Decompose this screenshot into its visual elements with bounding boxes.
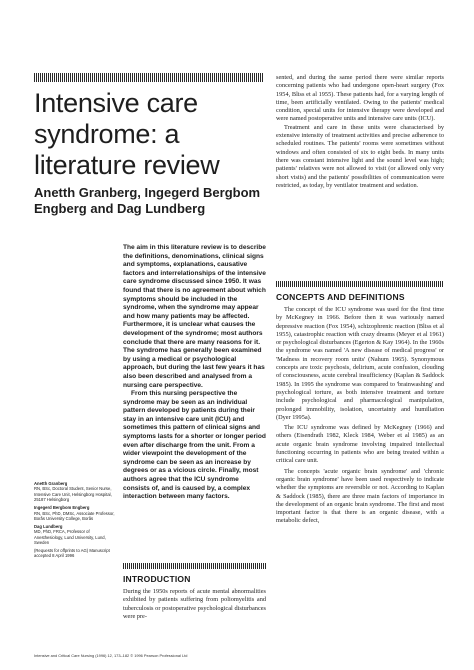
affiliation-name: Dag Lundberg bbox=[34, 523, 63, 529]
concepts-body bbox=[276, 306, 444, 526]
abstract-paragraph-1: The aim in this literature review is to describe the definitions, denominations, clinical signs and symptoms, explanations, causative factors and interrelationships of the intensive care syndrome discussed since 1950. It was found that there is no agreement about which symptoms should be included in the syndrome, when the syndrome may appear and how many patients may be affected. Furthermore, it is unclear what causes the development of the syndrome; most authors conclude that there are many reasons for it. The syndrome has generally been examined by using a medical or psychological approach, but during the last few years it has also been described and analysed from a nursing care perspective. bbox=[123, 244, 266, 389]
affiliation-name: Ingegerd Bergbom Engberg bbox=[34, 505, 90, 511]
affiliation-2 bbox=[34, 505, 116, 521]
introduction-rule bbox=[123, 563, 266, 569]
affiliation-note bbox=[34, 548, 116, 559]
affiliation-details: (Requests for offprints to AG) Manuscript accepted 8 April 1996 bbox=[34, 547, 110, 559]
history-paragraph-1: sented, and during the same period there were similar reports concerning patients who had undergone open-heart surgery (Fox 1954, Bliss et al 1955). These patients had, for a varying length of time, been artificially ventilated. Owing to the patients' medical condition, special units for intensive therapy were developed and were named postoperative units and intensive care units (ICU). bbox=[276, 74, 444, 123]
introduction-paragraph: During the 1950s reports of acute mental abnormalities exhibited by patients suffering from poliomyelitis and tuberculosis or postoperative psychological disturbances were pre- bbox=[123, 588, 266, 620]
affiliation-details: RN, BSc, Doctoral Student, Senior Nurse, Intensive Care Unit, Helsingborg Hospital, 25187 Helsingborg bbox=[34, 486, 112, 503]
affiliation-details: MD, PhD, FRCA, Professor of Anesthesiology, Lund University, Lund, Sweden bbox=[34, 529, 106, 546]
title-rule bbox=[34, 73, 264, 82]
affiliation-3 bbox=[34, 524, 116, 546]
affiliation-name: Anetth Granberg bbox=[34, 481, 68, 486]
article-title: Intensive care syndrome: a literature review bbox=[34, 88, 220, 180]
history-paragraph-2: Treatment and care in these units were characterised by extensive intensity of treatment activities and precise adherence to scheduled routines. The patients' rooms were sometimes without windows and often consisted of six to eight beds. In many units there was constant intensive light and the sound level was high; patients' relatives were not allowed to visit (or allowed only very short visits) and the patients' possibilities of communication were restricted, as today, by ventilator treatment and sedation. bbox=[276, 123, 444, 189]
introduction-body bbox=[123, 588, 266, 621]
right-column-body bbox=[276, 74, 444, 190]
concepts-paragraph-3: The concepts 'acute organic brain syndrome' and 'chronic organic brain syndrome' have been used respectively to indicate whether the symptoms are reversible or not. According to Kaplan & Saddock (1985), there are three main factors of importance in the development of an organic brain syndrome. The first and most important factor is that there is an organic disease, with a metabolic defect, bbox=[276, 467, 444, 525]
concepts-heading: CONCEPTS AND DEFINITIONS bbox=[276, 292, 405, 302]
concepts-paragraph-2: The ICU syndrome was defined by McKegney (1966) and others (Eisendrath 1982, Kleck 1984, Weber et al 1985) as an acute organic brain syndrome involving impaired intellectual functioning occurring in patients who are being treated within a critical care unit. bbox=[276, 424, 444, 465]
introduction-heading: INTRODUCTION bbox=[123, 574, 191, 584]
author-affiliations bbox=[34, 481, 116, 561]
affiliation-details: RN, BSc, PhD, DMSc, Associate Professor, Borås University College, Borås bbox=[34, 510, 115, 521]
affiliation-1 bbox=[34, 481, 116, 503]
abstract bbox=[123, 244, 266, 502]
concepts-rule bbox=[276, 281, 444, 287]
abstract-paragraph-2: From this nursing perspective the syndrome may be seen as an individual pattern developed by patients during their stay in an intensive care unit (ICU) and sometimes this pattern of clinical signs and symptoms lasts for a shorter or longer period even after discharge from the unit. From a wider viewpoint the development of the syndrome can be seen as an increase by degrees or as a vicious circle. Finally, most authors agree that the ICU syndrome consists of, and is caused by, a complex interaction between many factors. bbox=[123, 390, 266, 501]
concepts-paragraph-1: The concept of the ICU syndrome was used for the first time by McKegney in 1966. Before then it was variously named depressive reaction (Fox 1954), schizophrenic reaction (Bliss et al 1955), catastrophic reaction with crazy dreams (Meyer et al 1961) or psychological disturbances (Egerton & Kay 1964). In the 1960s the syndrome was named 'A new disease of medical progress' or 'Madness in recovery room units' (Nahum 1965). Synonymous concepts are toxic psychosis, delirium, acute confusion, clouding of consciousness, acute cerebral insufficiency (Kaplan & Saddock 1985). In 1995 the syndrome was compared to 'brainwashing' and psychological torture, as both intensive treatment and torture include psychological and pharmacological manipulation, prolonged immobility, isolation, uncertainty and humiliation (Dyer 1995a). bbox=[276, 306, 444, 421]
journal-footer: Intensive and Critical Care Nursing (1996) 12, 173–182 © 1996 Pearson Professional Ltd bbox=[34, 653, 188, 658]
article-authors: Anetth Granberg, Ingegerd Bergbom Engberg and Dag Lundberg bbox=[34, 185, 261, 216]
